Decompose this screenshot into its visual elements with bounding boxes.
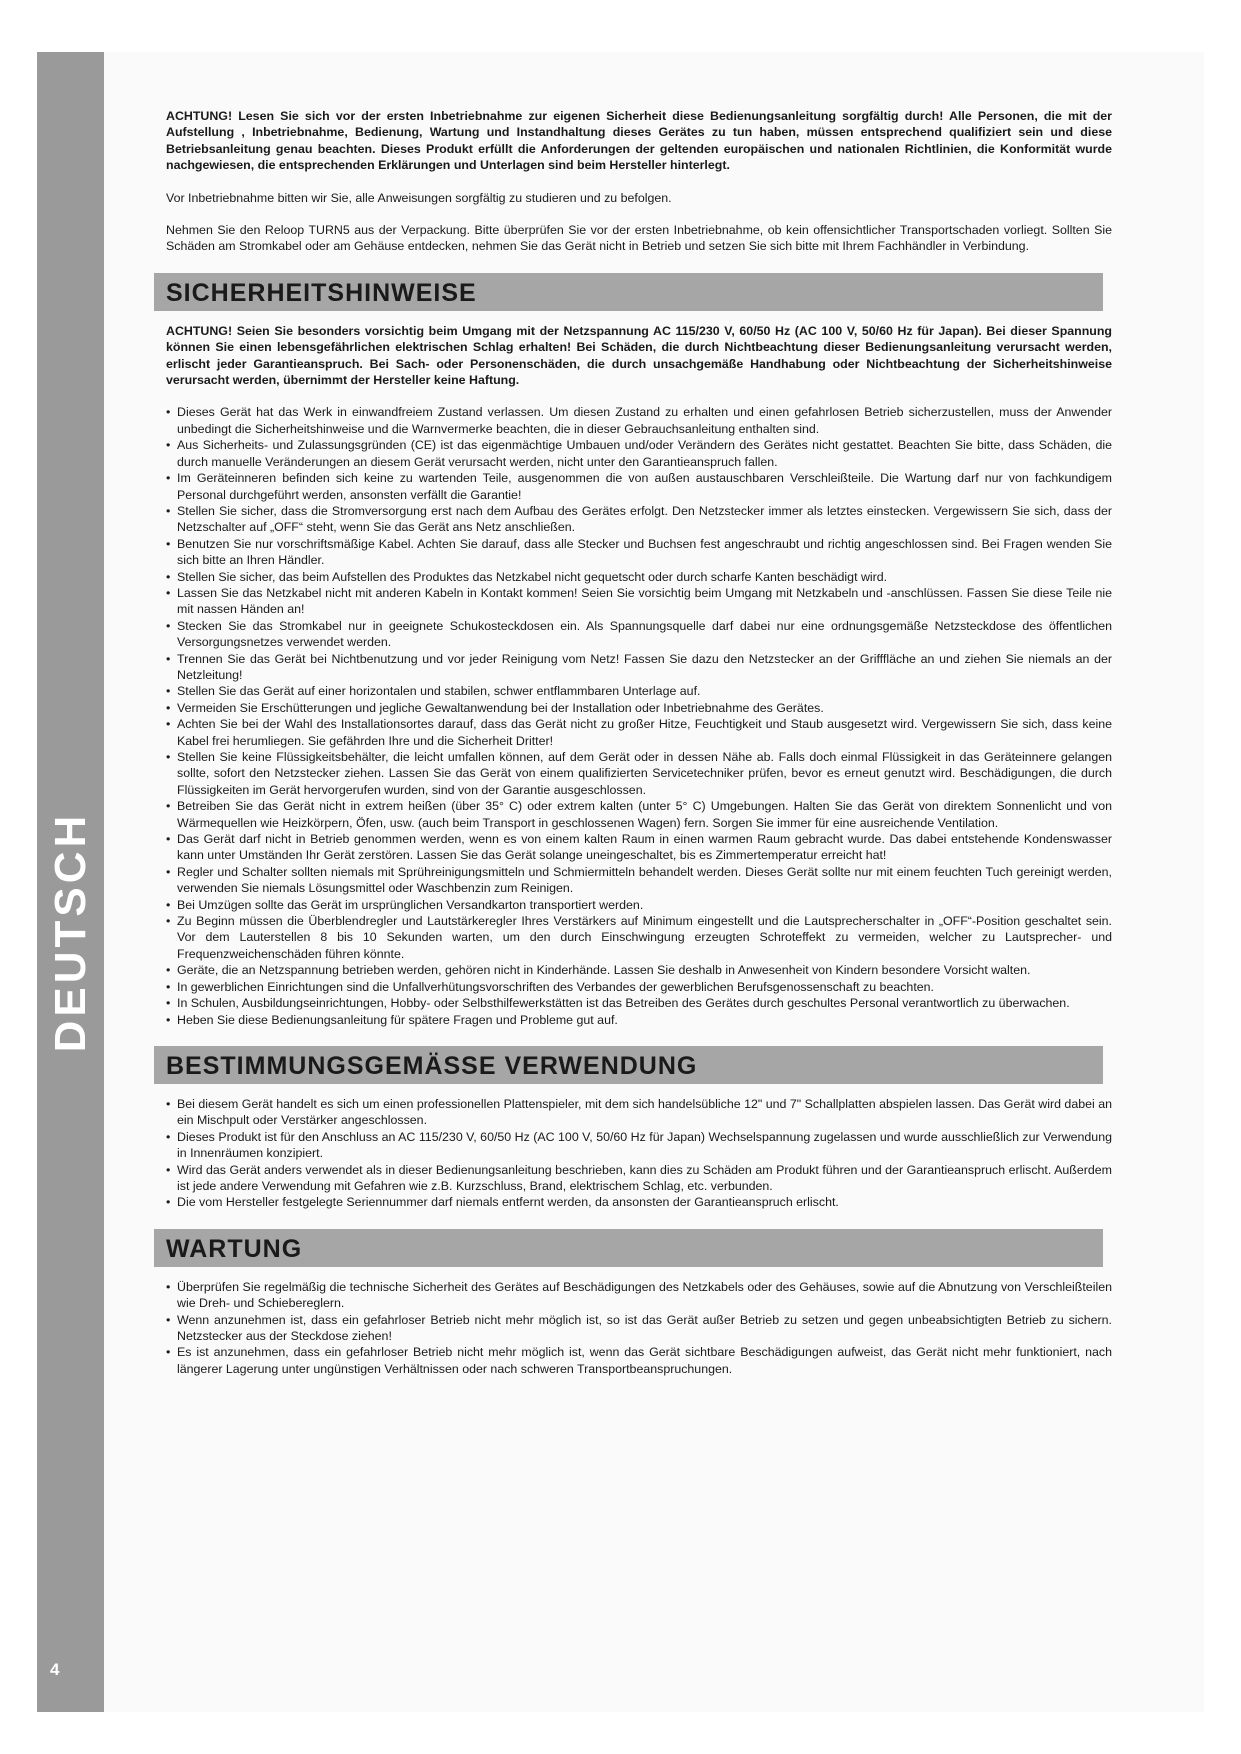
usage-section-header xyxy=(154,1046,1103,1084)
safety-list-item: • Benutzen Sie nur vorschriftsmäßige Kabel. Achten Sie darauf, dass alle Stecker und Buchsen fest angeschraubt und richtig angeschlossen sind. Bei Fragen wenden Sie sich bitte an Ihren Händler. xyxy=(166,536,1112,569)
safety-list-item: • Regler und Schalter sollten niemals mit Sprühreinigungsmitteln und Schmiermitteln behandelt werden. Dieses Gerät sollte nur mit einem feuchten Tuch gereinigt werden, verwenden Sie niemals Lösungsmittel oder Waschbenzin zum Reinigen. xyxy=(166,864,1112,897)
safety-list xyxy=(166,404,1112,1027)
page-number: 4 xyxy=(50,1660,60,1679)
safety-list-item: • Geräte, die an Netzspannung betrieben werden, gehören nicht in Kinderhände. Lassen Sie deshalb in Anwesenheit von Kindern besondere Vorsicht walten. xyxy=(166,962,1112,978)
usage-list xyxy=(166,1096,1112,1211)
safety-list-item: • Zu Beginn müssen die Überblendregler und Lautstärkeregler Ihres Verstärkers auf Minimum eingestellt und die Lautsprecherschalter in „OFF“-Position geschaltet sein. Vor dem Lauterstellen 8 bis 10 Sekunden warten, um den durch Einschwingung erzeugten Schroteffekt zu vermeiden, welcher zu Lautsprecher- und Frequenzweichenschäden führen könnte. xyxy=(166,913,1112,962)
safety-list-item: • Achten Sie bei der Wahl des Installationsortes darauf, dass das Gerät nicht zu großer Hitze, Feuchtigkeit und Staub ausgesetzt wird. Vergewissern Sie sich, dass keine Kabel frei herumliegen. Sie gefährden Ihre und die Sicherheit Dritter! xyxy=(166,716,1112,749)
maintenance-list-item: • Wenn anzunehmen ist, dass ein gefahrloser Betrieb nicht mehr möglich ist, so ist das Gerät außer Betrieb zu setzen und gegen unbeabsichtigten Betrieb zu sichern. Netzstecker aus der Steckdose ziehen! xyxy=(166,1312,1112,1345)
safety-list-item: • Stellen Sie keine Flüssigkeitsbehälter, die leicht umfallen können, auf dem Gerät oder in dessen Nähe ab. Falls doch einmal Flüssigkeit in das Geräteinnere gelangen sollte, sofort den Netzstecker ziehen. Lassen Sie das Gerät von einem qualifizierten Servicetechniker prüfen, bevor es erneut genutzt wird. Beschädigungen, die durch Flüssigkeiten im Gerät hervorgerufen wurden, sind von der Garantie ausgeschlossen. xyxy=(166,749,1112,798)
maintenance-section-header xyxy=(154,1229,1103,1267)
intro-paragraph-2: Nehmen Sie den Reloop TURN5 aus der Verpackung. Bitte überprüfen Sie vor der ersten Inbetriebnahme, ob kein offensichtlicher Transportschaden vorliegt. Sollten Sie Schäden am Stromkabel oder am Gehäuse entdecken, nehmen Sie das Gerät nicht in Betrieb und setzen Sie sich bitte mit Ihrem Fachhändler in Verbindung. xyxy=(166,223,1112,254)
maintenance-list-item: • Es ist anzunehmen, dass ein gefahrloser Betrieb nicht mehr möglich ist, wenn das Gerät sichtbare Beschädigungen aufweist, das Gerät nicht mehr funktioniert, nach längerer Lagerung unter ungünstigen Verhältnissen oder nach schweren Transportbeanspruchungen. xyxy=(166,1344,1112,1377)
usage-section-title: BESTIMMUNGSGEMÄSSE VERWENDUNG xyxy=(166,1051,698,1080)
safety-section-title: SICHERHEITSHINWEISE xyxy=(166,278,477,307)
usage-list-item: • Dieses Produkt ist für den Anschluss an AC 115/230 V, 60/50 Hz (AC 100 V, 50/60 Hz für Japan) Wechselspannung zugelassen und wurde ausschließlich zur Verwendung in Innenräumen konzipiert. xyxy=(166,1129,1112,1162)
safety-list-item: • Vermeiden Sie Erschütterungen und jegliche Gewaltanwendung bei der Installation oder Inbetriebnahme des Gerätes. xyxy=(166,700,1112,716)
safety-list-item: • Heben Sie diese Bedienungsanleitung für spätere Fragen und Probleme gut auf. xyxy=(166,1012,1112,1028)
safety-list-item: • Lassen Sie das Netzkabel nicht mit anderen Kabeln in Kontakt kommen! Seien Sie vorsichtig beim Umgang mit Netzkabeln und -anschlüssen. Fassen Sie diese Teile nie mit nassen Händen an! xyxy=(166,585,1112,618)
safety-list-item: • Das Gerät darf nicht in Betrieb genommen werden, wenn es von einem kalten Raum in einen warmen Raum gebracht wurde. Das dabei entstehende Kondenswasser kann unter Umständen Ihr Gerät zerstören. Lassen Sie das Gerät solange uneingeschaltet, bis es Zimmertemperatur erreicht hat! xyxy=(166,831,1112,864)
safety-list-item: • Stellen Sie sicher, das beim Aufstellen des Produktes das Netzkabel nicht gequetscht oder durch scharfe Kanten beschädigt wird. xyxy=(166,569,1112,585)
usage-list-item: • Die vom Hersteller festgelegte Seriennummer darf niemals entfernt werden, da ansonsten der Garantieanspruch erlischt. xyxy=(166,1194,1112,1210)
language-label-text: DEUTSCH xyxy=(45,811,95,1053)
safety-list-item: • Stellen Sie sicher, dass die Stromversorgung erst nach dem Aufbau des Gerätes erfolgt. Den Netzstecker immer als letztes einstecken. Vergewissern Sie sich, dass der Netzschalter auf „OFF“ steht, wenn Sie das Gerät ans Netz anschließen. xyxy=(166,503,1112,536)
safety-section-header xyxy=(154,273,1103,311)
safety-list-item: • Dieses Gerät hat das Werk in einwandfreiem Zustand verlassen. Um diesen Zustand zu erhalten und einen gefahrlosen Betrieb sicherzustellen, muss der Anwender unbedingt die Sicherheitshinweise und die Warnvermerke beachten, die in dieser Gebrauchsanleitung enthalten sind. xyxy=(166,404,1112,437)
safety-list-item: • Stellen Sie das Gerät auf einer horizontalen und stabilen, schwer entflammbaren Unterlage auf. xyxy=(166,683,1112,699)
safety-list-item: • In gewerblichen Einrichtungen sind die Unfallverhütungsvorschriften des Verbandes der gewerblichen Berufsgenossenschaft zu beachten. xyxy=(166,979,1112,995)
language-label xyxy=(37,52,104,1712)
maintenance-list xyxy=(166,1279,1112,1377)
safety-list-item: • Betreiben Sie das Gerät nicht in extrem heißen (über 35° C) oder extrem kalten (unter 5° C) Umgebungen. Halten Sie das Gerät von direktem Sonnenlicht und von Wärmequellen wie Heizkörpern, Öfen, usw. (auch beim Transport in geschlossenen Wagen) fern. Sorgen Sie immer für eine ausreichende Ventilation. xyxy=(166,798,1112,831)
safety-list-item: • Trennen Sie das Gerät bei Nichtbenutzung und vor jeder Reinigung vom Netz! Fassen Sie dazu den Netzstecker an der Grifffläche an und ziehen Sie niemals an der Netzleitung! xyxy=(166,651,1112,684)
maintenance-list-item: • Überprüfen Sie regelmäßig die technische Sicherheit des Gerätes auf Beschädigungen des Netzkabels oder des Gehäuses, sowie auf die Abnutzung von Verschleißteilen wie Dreh- und Schiebereglern. xyxy=(166,1279,1112,1312)
maintenance-section-title: WARTUNG xyxy=(166,1234,303,1263)
safety-list-item: • Stecken Sie das Stromkabel nur in geeignete Schukosteckdosen ein. Als Spannungsquelle darf dabei nur eine ordnungsgemäße Netzsteckdose des öffentlichen Versorgungsnetzes verwendet werden. xyxy=(166,618,1112,651)
usage-list-item: • Wird das Gerät anders verwendet als in dieser Bedienungsanleitung beschrieben, kann dies zu Schäden am Produkt führen und der Garantieanspruch erlischt. Außerdem ist jede andere Verwendung mit Gefahren wie z.B. Kurzschluss, Brand, elektrischem Schlag, etc. verbunden. xyxy=(166,1162,1112,1195)
safety-list-item: • Bei Umzügen sollte das Gerät im ursprünglichen Versandkarton transportiert werden. xyxy=(166,897,1112,913)
intro-warning: ACHTUNG! Lesen Sie sich vor der ersten Inbetriebnahme zur eigenen Sicherheit diese Bedienungsanleitung sorgfältig durch! Alle Personen, die mit der Aufstellung , Inbetriebnahme, Bedienung, Wartung und Instandhaltung dieses Gerätes zu tun haben, müssen entsprechend qualifiziert sein und diese Betriebsanleitung genau beachten. Dieses Produkt erfüllt die Anforderungen der geltenden europäischen und nationalen Richtlinien, die Konformität wurde nachgewiesen, die entsprechenden Erklärungen und Unterlagen sind beim Hersteller hinterlegt. xyxy=(166,109,1112,173)
usage-list-item: • Bei diesem Gerät handelt es sich um einen professionellen Plattenspieler, mit dem sich handelsübliche 12" und 7" Schallplatten abspielen lassen. Das Gerät wird dabei an ein Mischpult oder Verstärker angeschlossen. xyxy=(166,1096,1112,1129)
intro-paragraph-1: Vor Inbetriebnahme bitten wir Sie, alle Anweisungen sorgfältig zu studieren und zu befolgen. xyxy=(166,190,672,205)
safety-warning: ACHTUNG! Seien Sie besonders vorsichtig beim Umgang mit der Netzspannung AC 115/230 V, 60/50 Hz (AC 100 V, 50/60 Hz für Japan). Bei dieser Spannung können Sie einen lebensgefährlichen elektrischen Schlag erhalten! Bei Schäden, die durch Nichtbeachtung dieser Bedienungsanleitung verursacht werden, erlischt jeder Garantieanspruch. Bei Sach- oder Personenschäden, die durch unsachgemäße Handhabung oder Nichtbeachtung der Sicherheitshinweise verursacht werden, übernimmt der Hersteller keine Haftung. xyxy=(166,323,1112,388)
safety-list-item: • Aus Sicherheits- und Zulassungsgründen (CE) ist das eigenmächtige Umbauen und/oder Verändern des Gerätes nicht gestattet. Beachten Sie bitte, dass Schäden, die durch manuelle Veränderungen an diesem Gerät verursacht werden, nicht unter den Garantieanspruch fallen. xyxy=(166,437,1112,470)
safety-list-item: • Im Geräteinneren befinden sich keine zu wartenden Teile, ausgenommen die von außen austauschbaren Verschleißteile. Die Wartung darf nur von fachkundigem Personal durchgeführt werden, ansonsten verfällt die Garantie! xyxy=(166,470,1112,503)
safety-list-item: • In Schulen, Ausbildungseinrichtungen, Hobby- oder Selbsthilfewerkstätten ist das Betreiben des Gerätes durch geschultes Personal verantwortlich zu überwachen. xyxy=(166,995,1112,1011)
document-content xyxy=(166,108,1112,1377)
